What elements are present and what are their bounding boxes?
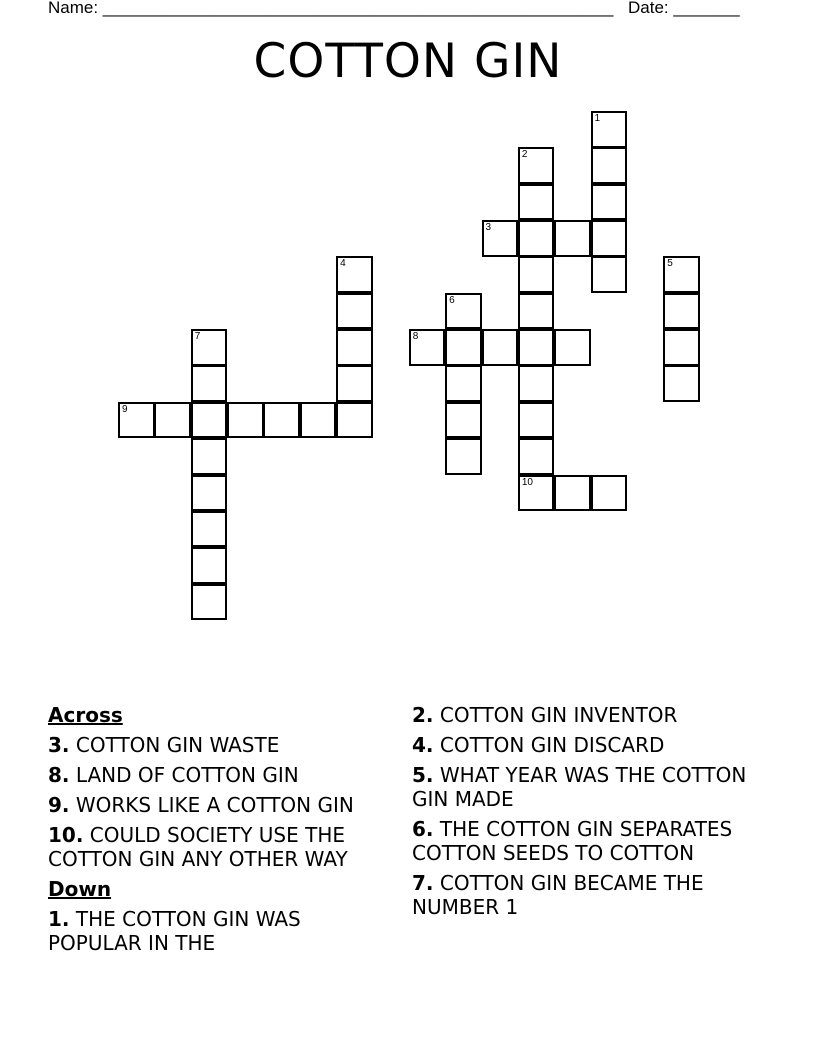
clue-text: COTTON GIN WASTE <box>75 733 280 757</box>
clue-number: 5. <box>412 763 434 787</box>
crossword-cell[interactable] <box>663 293 700 330</box>
cell-clue-number: 7 <box>194 331 201 343</box>
clue-number: 3. <box>48 733 70 757</box>
crossword-cell[interactable] <box>482 220 519 257</box>
crossword-cell[interactable] <box>154 402 191 439</box>
cell-clue-number: 4 <box>340 258 346 270</box>
crossword-cell[interactable] <box>554 329 591 366</box>
crossword-cell[interactable] <box>591 256 628 293</box>
crossword-cell[interactable] <box>591 184 628 221</box>
clue-down-1 <box>48 907 388 955</box>
date-field-label[interactable]: Date: _______ <box>628 0 740 17</box>
clue-text: WORKS LIKE A COTTON GIN <box>75 793 354 817</box>
clue-number: 10. <box>48 823 84 847</box>
clue-down-6 <box>412 817 762 865</box>
crossword-cell[interactable] <box>118 402 155 439</box>
down-heading: Down <box>48 877 112 901</box>
crossword-cell[interactable] <box>518 184 555 221</box>
crossword-cell[interactable] <box>663 329 700 366</box>
cell-clue-number: 9 <box>122 403 128 415</box>
puzzle-title: COTTON GIN <box>253 34 563 89</box>
crossword-cell[interactable] <box>591 147 628 184</box>
cell-clue-number: 8 <box>412 331 419 343</box>
crossword-cell[interactable] <box>227 402 264 439</box>
clue-across-3 <box>48 733 388 757</box>
clue-across-8 <box>48 763 388 787</box>
crossword-cell[interactable] <box>191 584 228 621</box>
crossword-cell[interactable] <box>191 438 228 475</box>
clue-text: THE COTTON GIN SEPARATES COTTON SEEDS TO COTTON <box>412 817 733 865</box>
clue-text: COTTON GIN INVENTOR <box>439 703 678 727</box>
crossword-cell[interactable] <box>518 475 555 512</box>
crossword-cell[interactable] <box>445 329 482 366</box>
crossword-cell[interactable] <box>263 402 300 439</box>
clue-number: 6. <box>412 817 434 841</box>
crossword-cell[interactable] <box>554 220 591 257</box>
clue-down-4 <box>412 733 762 757</box>
clue-text: COULD SOCIETY USE THE COTTON GIN ANY OTHER WAY <box>48 823 348 871</box>
crossword-cell[interactable] <box>191 511 228 548</box>
clue-text: LAND OF COTTON GIN <box>75 763 299 787</box>
clues-column-left <box>48 703 388 961</box>
crossword-cell[interactable] <box>518 438 555 475</box>
cell-clue-number: 5 <box>667 258 673 270</box>
crossword-cell[interactable] <box>445 438 482 475</box>
crossword-cell[interactable] <box>336 329 373 366</box>
clue-across-9 <box>48 793 388 817</box>
clue-number: 4. <box>412 733 434 757</box>
crossword-cell[interactable] <box>554 475 591 512</box>
clue-text: COTTON GIN DISCARD <box>439 733 665 757</box>
crossword-cell[interactable] <box>445 293 482 330</box>
crossword-cell[interactable] <box>336 402 373 439</box>
clue-across-10 <box>48 823 388 871</box>
cell-clue-number: 1 <box>594 113 601 124</box>
clue-text: WHAT YEAR WAS THE COTTON GIN MADE <box>412 763 747 811</box>
crossword-cell[interactable] <box>336 365 373 402</box>
crossword-cell[interactable] <box>445 365 482 402</box>
crossword-cell[interactable] <box>482 329 519 366</box>
crossword-cell[interactable] <box>518 256 555 293</box>
clue-down-7 <box>412 871 762 919</box>
crossword-cell[interactable] <box>300 402 337 439</box>
crossword-cell[interactable] <box>191 329 228 366</box>
clue-number: 2. <box>412 703 434 727</box>
crossword-cell[interactable] <box>518 402 555 439</box>
crossword-cell[interactable] <box>518 293 555 330</box>
crossword-cell[interactable] <box>518 220 555 257</box>
clue-number: 7. <box>412 871 434 895</box>
clue-number: 1. <box>48 907 70 931</box>
crossword-cell[interactable] <box>336 256 373 293</box>
crossword-cell[interactable] <box>591 111 628 148</box>
crossword-cell[interactable] <box>518 365 555 402</box>
clue-text: THE COTTON GIN WAS POPULAR IN THE <box>48 907 301 955</box>
clues-column-right <box>412 703 762 925</box>
cell-clue-number: 10 <box>521 476 533 488</box>
clue-down-5 <box>412 763 762 811</box>
crossword-cell[interactable] <box>445 402 482 439</box>
clue-number: 8. <box>48 763 70 787</box>
crossword-cell[interactable] <box>191 475 228 512</box>
crossword-cell[interactable] <box>409 329 446 366</box>
crossword-cell[interactable] <box>518 147 555 184</box>
clue-text: COTTON GIN BECAME THE NUMBER 1 <box>412 871 704 919</box>
cell-clue-number: 3 <box>485 222 492 234</box>
name-field-label[interactable]: Name: ______________________________________________________ <box>48 0 614 17</box>
cell-clue-number: 6 <box>449 294 455 306</box>
crossword-cell[interactable] <box>591 220 628 257</box>
crossword-cell[interactable] <box>191 365 228 402</box>
crossword-cell[interactable] <box>191 402 228 439</box>
clue-number: 9. <box>48 793 70 817</box>
crossword-cell[interactable] <box>518 329 555 366</box>
crossword-cell[interactable] <box>591 475 628 512</box>
crossword-cell[interactable] <box>663 256 700 293</box>
crossword-cell[interactable] <box>663 365 700 402</box>
clue-down-2 <box>412 703 762 727</box>
crossword-cell[interactable] <box>336 293 373 330</box>
cell-clue-number: 2 <box>521 149 528 161</box>
crossword-cell[interactable] <box>191 547 228 584</box>
across-heading: Across <box>48 703 123 727</box>
